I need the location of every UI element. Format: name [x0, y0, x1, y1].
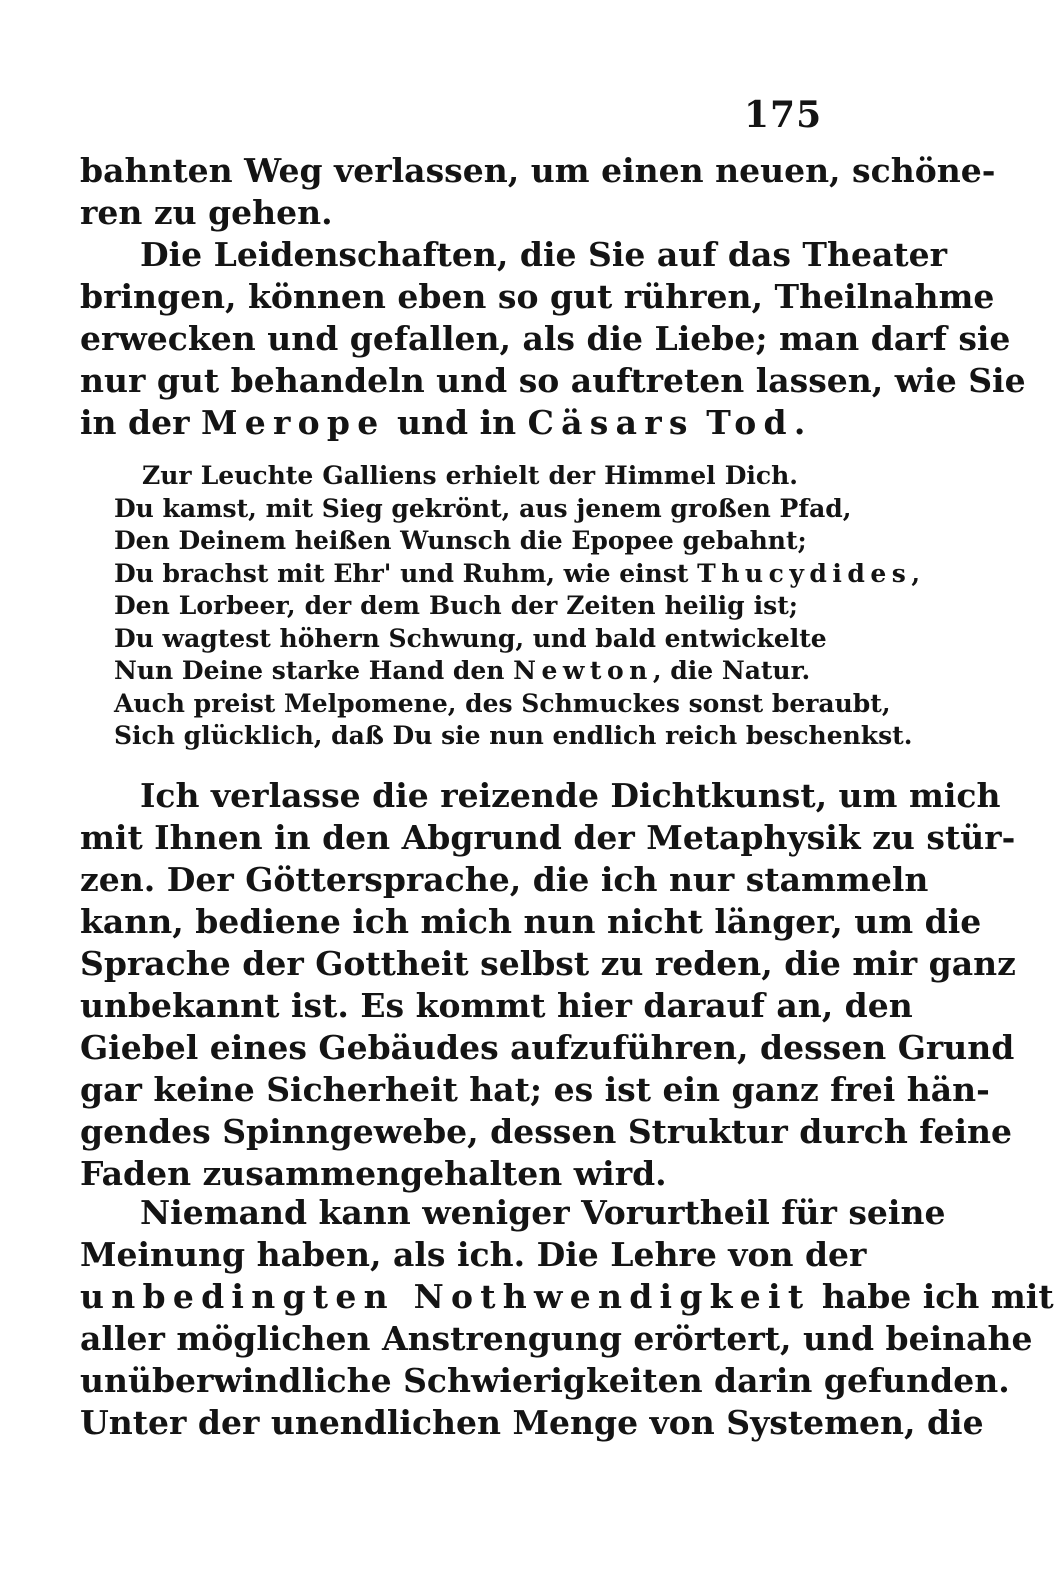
verse-line: Du wagtest höhern Schwung, und bald entwickelte [114, 623, 827, 653]
title-merope: Merope [200, 403, 386, 442]
text-fragment: , [911, 558, 921, 588]
text-line: kann, bediene ich mich nun nicht länger, um die [80, 902, 982, 941]
text-fragment: habe ich mit [810, 1277, 1054, 1316]
text-line: Die Leidenschaften, die Sie auf das Theater [140, 235, 947, 274]
text-line: ren zu gehen. [80, 193, 333, 232]
text-line: bringen, können eben so gut rühren, Theilnahme [80, 277, 995, 316]
text-line: Faden zusammengehalten wird. [80, 1154, 667, 1193]
verse-line: Du kamst, mit Sieg gekrönt, aus jenem großen Pfad, [114, 493, 852, 523]
text-line: Ich verlasse die reizende Dichtkunst, um mich [140, 776, 1001, 815]
text-line: gar keine Sicherheit hat; es ist ein ganz frei hän- [80, 1070, 990, 1109]
text-fragment: . [793, 403, 806, 442]
text-fragment: Du brachst mit Ehr' und Ruhm, wie einst [114, 558, 698, 588]
text-line: bahnten Weg verlassen, um einen neuen, schöne- [80, 151, 996, 190]
text-line: aller möglichen Anstrengung erörtert, und beinahe [80, 1319, 1033, 1358]
text-line: zen. Der Göttersprache, die ich nur stammeln [80, 860, 929, 899]
verse-line: Den Deinem heißen Wunsch die Epopee gebahnt; [114, 526, 807, 555]
prose-block-middle [80, 775, 1016, 1195]
text-fragment: Nun Deine starke Hand den [114, 656, 514, 685]
verse-block [114, 460, 921, 753]
verse-line [114, 655, 811, 688]
text-line [80, 1276, 1054, 1318]
page-number: 175 [744, 94, 823, 136]
verse-line: Auch preist Melpomene, des Schmuckes sonst beraubt, [114, 688, 891, 718]
emphasized-phrase: unbedingten Nothwendigkeit [80, 1277, 811, 1316]
text-line: erwecken und gefallen, als die Liebe; man darf sie [80, 319, 1011, 358]
verse-line [114, 558, 921, 591]
text-line: mit Ihnen in den Abgrund der Metaphysik zu stür- [80, 818, 1016, 857]
title-caesars: Cäsars [527, 403, 695, 442]
text-fragment: , die Natur. [652, 656, 811, 685]
verse-line: Zur Leuchte Galliens erhielt der Himmel Dich. [142, 461, 798, 490]
text-line: nur gut behandeln und so auftreten lassen, wie Sie [80, 361, 1026, 400]
text-line: Niemand kann weniger Vorurtheil für seine [140, 1193, 946, 1232]
text-line [80, 402, 806, 444]
text-fragment: und in [385, 403, 528, 442]
text-line: Meinung haben, als ich. Die Lehre von der [80, 1235, 867, 1274]
title-tod: Tod [706, 403, 794, 442]
verse-line: Sich glücklich, daß Du sie nun endlich reich beschenkst. [114, 721, 913, 750]
name-thucydides: Thucydides [697, 558, 912, 588]
text-line: Sprache der Gottheit selbst zu reden, die mir ganz [80, 944, 1016, 983]
prose-block-bottom [80, 1192, 1054, 1444]
text-line: unbekannt ist. Es kommt hier darauf an, den [80, 986, 913, 1025]
text-line: gendes Spinngewebe, dessen Struktur durch feine [80, 1112, 1013, 1151]
verse-line: Den Lorbeer, der dem Buch der Zeiten heilig ist; [114, 591, 798, 620]
text-line: Giebel eines Gebäudes aufzuführen, dessen Grund [80, 1028, 1015, 1067]
name-newton: Newton [513, 656, 653, 685]
text-line: Unter der unendlichen Menge von Systemen, die [80, 1403, 984, 1442]
prose-block-top [80, 150, 1026, 444]
text-fragment: in der [80, 403, 201, 442]
text-line: unüberwindliche Schwierigkeiten darin gefunden. [80, 1361, 1010, 1400]
